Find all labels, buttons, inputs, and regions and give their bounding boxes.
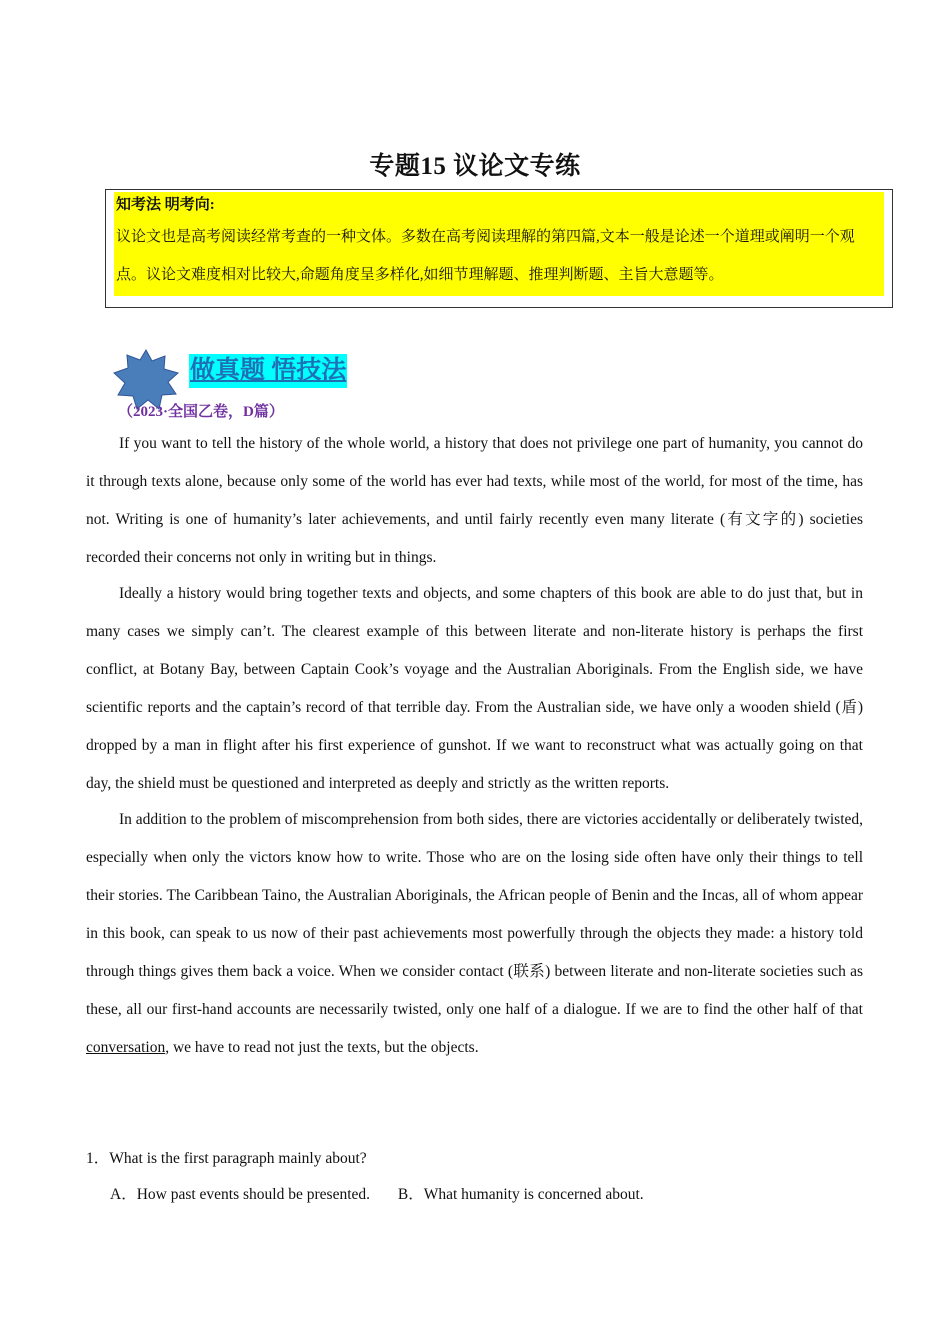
paragraph-3-part-a: In addition to the problem of miscomprehension from both sides, there are victories accidentally or deliberately twisted, especially when only the victors know how to write. Those who are on the losing side often have only their things to tell their stories. The Caribbean Taino, the Australian Aboriginals, the African people of Benin and the Incas, all of whom appear in this book, can speak to us now of their past achievements most powerfully through the objects they made: a history told through things gives them back a voice. When we consider contact (联系) between literate and non-literate societies such as these, all our first-hand accounts are necessarily twisted, only one half of a dialogue. If we are to find the other half of that [86,811,863,1018]
option-a: A．How past events should be presented. [110,1186,371,1203]
section-title: 做真题 悟技法 [189,354,347,388]
paragraph-3 [86,801,863,1067]
source-citation: （2023·全国乙卷，D篇） [118,404,284,420]
exam-tips-highlight [114,192,884,296]
option-b: B．What humanity is concerned about. [397,1186,644,1203]
question-1: 1．What is the first paragraph mainly about? [86,1150,367,1167]
reading-passage [86,425,863,1065]
question-1-options [110,1181,668,1209]
paragraph-3-part-b: , we have to read not just the texts, but the objects. [165,1039,479,1056]
exam-tips-body: 议论文也是高考阅读经常考查的一种文体。多数在高考阅读理解的第四篇,文本一般是论述一个道理或阐明一个观点。议论文难度相对比较大,命题角度呈多样化,如细节理解题、推理判断题、主旨大意题等。 [116,229,855,283]
underlined-word: conversation [86,1039,166,1056]
paragraph-2: Ideally a history would bring together texts and objects, and some chapters of this book are able to do just that, but in many cases we simply can’t. The clearest example of this between literate and non-literate history is perhaps the first conflict, at Botany Bay, between Captain Cook’s voyage and the Australian Aboriginals. From the English side, we have scientific reports and the captain’s record of that terrible day. From the Australian side, we have only a wooden shield (盾) dropped by a man in flight after his first experience of gunshot. If we want to reconstruct what was actually going on that day, the shield must be questioned and interpreted as deeply and strictly as the written reports. [86,585,863,792]
exam-tips-heading: 知考法 明考向: [116,197,215,213]
page-title: 专题15 议论文专练 [369,153,581,180]
paragraph-1: If you want to tell the history of the whole world, a history that does not privilege one part of humanity, you cannot do it through texts alone, because only some of the world has ever had texts, while most of the world, for most of the time, has not. Writing is one of humanity’s later achievements, and until fairly recently even many literate (有文字的) societies recorded their concerns not only in writing but in things. [86,435,863,566]
exam-tips-box [105,189,893,308]
